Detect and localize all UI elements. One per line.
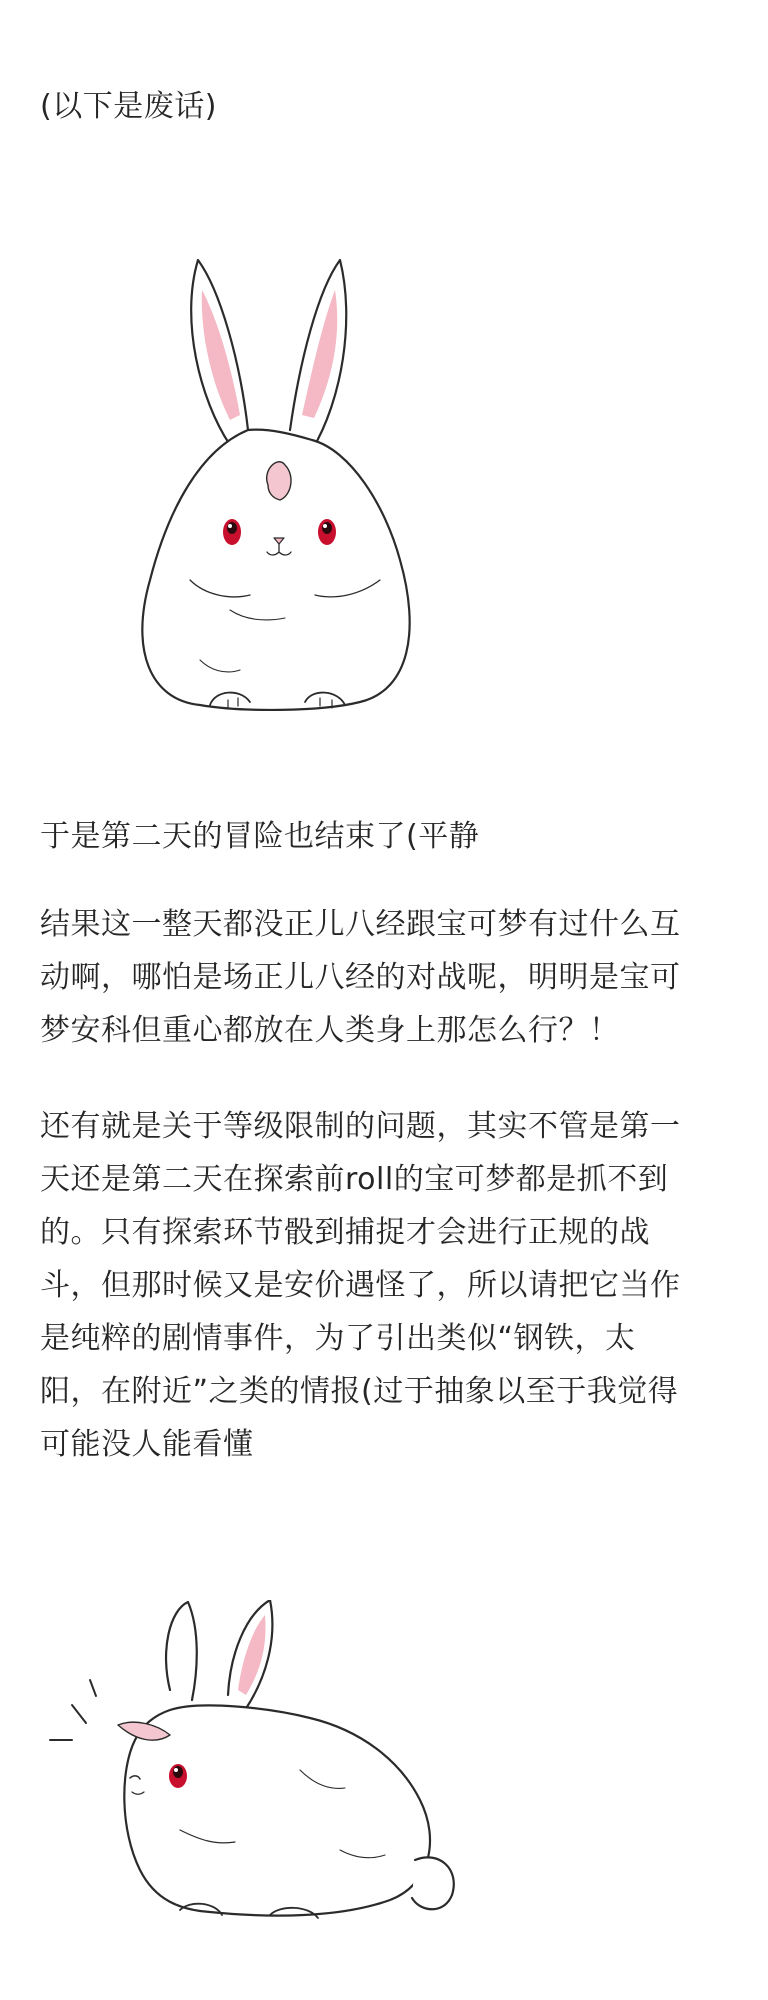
paragraph-2-line: 动啊，哪怕是场正儿八经的对战呢，明明是宝可 bbox=[40, 960, 681, 995]
paragraph-3-line: 是纯粹的剧情事件，为了引出类似“钢铁，太 bbox=[40, 1321, 636, 1356]
paragraph-2-line: 梦安科但重心都放在人类身上那怎么行？！ bbox=[40, 1013, 620, 1048]
rabbit-front-icon bbox=[80, 250, 430, 720]
paragraph-3 bbox=[40, 1100, 730, 1471]
paragraph-3-line: 天还是第二天在探索前roll的宝可梦都是抓不到 bbox=[40, 1162, 669, 1197]
paragraph-2-line: 结果这一整天都没正儿八经跟宝可梦有过什么互 bbox=[40, 907, 681, 942]
paragraph-2 bbox=[40, 898, 730, 1057]
paragraph-1: 于是第二天的冒险也结束了(平静 bbox=[40, 819, 480, 854]
rabbit-side-icon bbox=[40, 1600, 480, 1970]
paragraph-3-line: 还有就是关于等级限制的问题，其实不管是第一 bbox=[40, 1109, 681, 1144]
intro-text: (以下是废话) bbox=[40, 89, 217, 124]
rabbit-illustration-front bbox=[80, 250, 430, 720]
paragraph-3-line: 可能没人能看懂 bbox=[40, 1427, 254, 1462]
paragraph-3-line: 斗，但那时候又是安价遇怪了，所以请把它当作 bbox=[40, 1268, 681, 1303]
paragraph-3-line: 阳，在附近”之类的情报(过于抽象以至于我觉得 bbox=[40, 1374, 679, 1409]
paragraph-3-line: 的。只有探索环节骰到捕捉才会进行正规的战 bbox=[40, 1215, 650, 1250]
rabbit-illustration-side bbox=[40, 1600, 480, 1970]
